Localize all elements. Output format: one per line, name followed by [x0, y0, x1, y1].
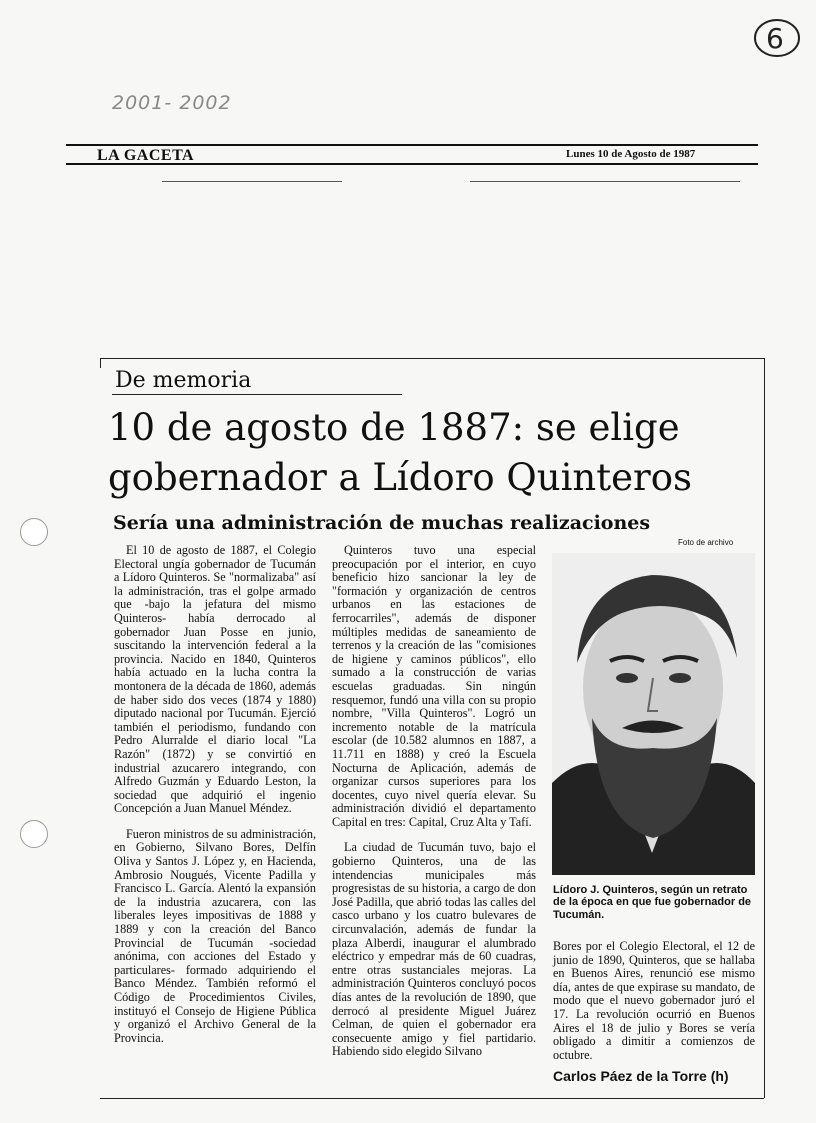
section-title: De memoria	[115, 368, 252, 393]
headline-line-2: gobernador a Lídoro Quinteros	[108, 456, 692, 499]
handwritten-page-number	[752, 16, 802, 60]
divider-line	[470, 181, 740, 182]
article-column-3	[553, 940, 755, 1074]
photo-credit: Foto de archivo	[678, 538, 734, 547]
paragraph: Fueron ministros de su administración, en Gobierno, Silvano Bores, Delfín Oliva y Santos J. López y, en Hacienda, Ambrosio Nougués, Vicente Padilla y Francisco L. García. Alentó la expansión de la industria azucarera, con las liberales leyes impositivas de 1888 y 1889 y con la creación del Banco Provincial de Tucumán -sociedad anónima, con acciones del Estado y particulares- formado adquiriendo el Banco Méndez. También reformó el Código de Procedimientos Civiles, instituyó el Consejo de Higiene Pública y organizó el Archivo General de la Provincia.	[114, 826, 316, 1045]
article-frame-right	[764, 358, 765, 1098]
newspaper-name: LA GACETA	[97, 147, 195, 164]
paragraph: Bores por el Colegio Electoral, el 12 de junio de 1890, Quinteros, que se hallaba en Buenos Aires, renunció ese mismo día, antes de que expirase su mandato, de modo que el nuevo gobernador juró el 17. La revolución ocurrió en Buenos Aires el 18 de julio y Bores se vería obligado a dimitir a comienzos de octubre.	[553, 939, 755, 1062]
masthead-rule-bottom	[66, 163, 758, 165]
photo-caption: Lídoro J. Quinteros, según un retrato de la época en que fue gobernador de Tucumán.	[553, 884, 752, 921]
article-column-2	[332, 544, 536, 1071]
article-column-1	[114, 544, 316, 1057]
binder-hole	[20, 518, 48, 546]
issue-date: Lunes 10 de Agosto de 1987	[566, 148, 696, 160]
author-byline: Carlos Páez de la Torre (h)	[553, 1068, 729, 1084]
divider-line	[162, 181, 342, 182]
headline	[108, 403, 764, 503]
paragraph: Quinteros tuvo una especial preocupación por el interior, en cuyo beneficio hizo sancionar la ley de "formación y organización de centros urbanos en las estaciones de ferrocarriles", además de disponer múltiples medidas de saneamiento de terrenos y la creación de las "comisiones de higiene y caminos públicos", ello sumado a la construcción de varias escuelas graduadas. Sin ningún resquemor, fundó una villa con su propio nombre, "Villa Quinteros". Logró un incremento notable de la matrícula escolar (de 10.582 alumnos en 1887, a 11.711 en 1888) y creó la Escuela Nocturna de Aplicación, además de organizar cursos superiores para los docentes, cuyo nivel quería elevar. Su administración dividió el departamento Capital en tres: Capital, Cruz Alta y Tafí.	[332, 543, 536, 829]
article-frame-bottom	[100, 1098, 764, 1099]
binder-hole	[20, 820, 48, 848]
subheadline: Sería una administración de muchas realizaciones	[113, 512, 651, 534]
handwritten-year-annotation: 2001- 2002	[112, 92, 232, 114]
svg-text:6: 6	[766, 22, 784, 55]
portrait-photo	[552, 553, 755, 875]
masthead-rule-top	[66, 144, 758, 146]
headline-line-1: 10 de agosto de 1887: se elige	[108, 406, 680, 449]
article-frame-top	[100, 358, 764, 359]
paragraph: La ciudad de Tucumán tuvo, bajo el gobierno Quinteros, una de las intendencias municipales más progresistas de su historia, a cargo de don José Padilla, que abrió todas las calles del casco urbano y los cuatro bulevares de circunvalación, además de fundar la plaza Alberdi, inaugurar el alumbrado eléctrico y empedrar más de 60 cuadras, entre otras sustanciales mejoras. La administración Quinteros concluyó pocos días antes de la revolución de 1890, que derrocó al presidente Miguel Juárez Celman, de quien el gobernador era consecuente amigo y fiel partidario. Habiendo sido elegido Silvano	[332, 840, 536, 1059]
section-underline	[112, 394, 402, 395]
article-frame-left	[100, 358, 101, 368]
paragraph: El 10 de agosto de 1887, el Colegio Electoral ungía gobernador de Tucumán a Lídoro Quinteros. Se "normalizaba" así la administración, tras el golpe armado que -bajo la jefatura del mismo Quinteros- había derrocado al gobernador Juan Posse en junio, suscitando la intervención federal a la provincia. Nacido en 1840, Quinteros había actuado en la lucha contra la montonera de la década de 1860, además de haber sido dos veces (1874 y 1880) diputado nacional por Tucumán. Ejerció también el periodismo, fundando con Pedro Alurralde el diario local "La Razón" (1872) y se convirtió en industrial azucarero integrando, con Alfredo Guzmán y Eduardo Leston, la sociedad que adquirió el ingenio Concepción a Juan Manuel Méndez.	[114, 543, 316, 816]
